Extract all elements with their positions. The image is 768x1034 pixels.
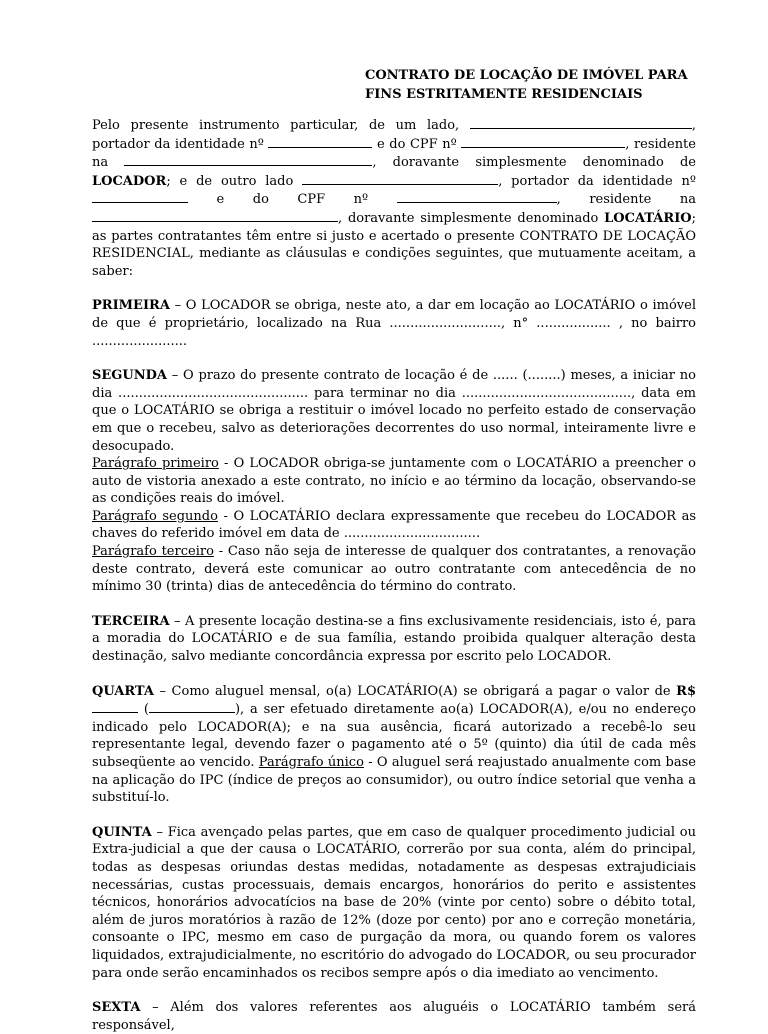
clause-text: - O LOCATÁRIO declara expressamente que recebeu do LOCADOR as chaves do referido imóvel em data de ................................. — [92, 508, 696, 542]
clause-heading: QUARTA — [92, 683, 154, 699]
blank-field — [397, 190, 557, 203]
blank-field — [92, 700, 138, 713]
paragraph-label: Parágrafo segundo — [92, 508, 218, 524]
clause-heading: PRIMEIRA — [92, 298, 170, 314]
blank-field — [302, 172, 498, 185]
blank-field — [470, 116, 692, 129]
clause-text: ), a ser efetuado diretamente ao(a) LOCADOR(A), e/ou no endereço indicado pelo LOCADOR(A); e na sua ausência, ficará autorizado a recebê-lo seu representante legal, devendo fazer o pagamento até o 5º (quinto) dia útil de cada mês subseqüente ao vencido. — [92, 702, 696, 770]
clause-heading: QUINTA — [92, 824, 152, 840]
preamble-text: ; as partes contratantes têm entre si justo e acertado o presente CONTRATO DE LOCAÇÃO RESIDENCIAL, mediante as cláusulas e condições seguintes, que mutuamente aceitam, a saber: — [92, 210, 696, 279]
contract-title — [365, 66, 696, 104]
preamble-text: , residente na — [556, 192, 697, 208]
clause-text: - Caso não seja de interesse de qualquer dos contratantes, a renovação deste contrato, deverá este comunicar ao outro contratante com antecedência de no mínimo 30 (trinta) dias de antecedência do término do contrato. — [92, 544, 697, 595]
clause-text: – O LOCADOR se obriga, neste ato, a dar em locação ao LOCATÁRIO o imóvel de que é proprietário, localizado na Rua ..........................., n° .................. , no bairro ....................... — [92, 298, 696, 349]
blank-field — [268, 135, 372, 148]
preamble-text: portador da identidade nº — [92, 136, 264, 152]
locador-label: LOCADOR — [92, 173, 167, 189]
blank-field — [149, 700, 235, 713]
currency-symbol: R$ — [676, 683, 696, 699]
preamble-text: e do CPF nº — [216, 192, 369, 208]
preamble-text: , doravante simplesmente denominado de — [372, 155, 696, 171]
clause-text: – O prazo do presente contrato de locação é de ...... (........) meses, a iniciar no dia .............................................. para terminar no dia ........................................., data em que o LOCATÁRIO se obriga a restituir o imóvel locado no perfeito estado de conservação em que o recebeu, salvo as deteriorações decorrentes do uso normal, inteiramente livre e desocupado. — [92, 368, 696, 454]
clause-sexta — [92, 999, 696, 1034]
preamble-paragraph: Pelo presente instrumento particular, de um lado, , portador da identidade nº e do CPF nº , residente na , doravante simplesmente denominado de LOCADOR; e de outro lado , portador da identidade nº e do CPF nº , residente na , doravante simplesmente denominado LOCATÁRIO; as partes contratantes têm entre si justo e acertado o presente CONTRATO DE LOCAÇÃO RESIDENCIAL, mediante as cláusulas e condições seguintes, que mutuamente aceitam, a saber: — [92, 118, 697, 279]
clause-text: – Além dos valores referentes aos aluguéis o LOCATÁRIO também será responsável, — [92, 1000, 696, 1033]
clause-terceira — [92, 613, 696, 666]
clause-text: – A presente locação destina-se a fins exclusivamente residenciais, isto é, para a moradia do LOCATÁRIO e de sua família, estando proibida qualquer alteração desta destinação, salvo mediante concordância expressa por escrito pelo LOCADOR. — [92, 613, 696, 665]
clause-text: - O aluguel será reajustado anualmente com base na aplicação do IPC (índice de preços ao consumidor), ou outro índice setorial que venha a substituí-lo. — [92, 755, 696, 806]
clause-quarta — [92, 683, 696, 807]
preamble-text: residente na — [92, 136, 696, 171]
locatario-label: LOCATÁRIO — [604, 210, 692, 226]
clause-heading: SEXTA — [92, 1000, 141, 1016]
clause-text: – Fica avençado pelas partes, que em caso de qualquer procedimento judicial ou Extra-judicial a que der causa o LOCATÁRIO, correrão por sua conta, além do principal, todas as despesas oriundas destas medidas, notadamente as despesas extrajudiciais necessárias, custas processuais, demais encargos, honorários do perito e assistentes técnicos, honorários advocatícios na base de 20% (vinte por cento) sobre o débito total, além de juros moratórios à razão de 12% (doze por cento) por ano e correção monetária, consoante o IPC, mesmo em caso de purgação da mora, ou quando forem os valores liquidados, extrajudicialmente, no escritório do advogado do LOCADOR, ou seu procurador para onde serão encaminhados os recibos sempre após o dia imediato ao vencimento. — [92, 824, 696, 981]
preamble-text: , doravante simplesmente denominado — [338, 210, 599, 226]
preamble-text: Pelo presente instrumento particular, de um lado, — [92, 118, 460, 133]
title-line-2: FINS ESTRITAMENTE RESIDENCIAIS — [365, 87, 643, 102]
paragraph-label: Parágrafo terceiro — [92, 544, 214, 560]
clause-segunda — [92, 367, 696, 596]
preamble-text: e do CPF nº — [377, 136, 457, 152]
clause-text: - O LOCADOR obriga-se juntamente com o LOCATÁRIO a preencher o auto de vistoria anexado a este contrato, no início e ao término da locação, observando-se as condições reais do imóvel. — [92, 456, 696, 507]
title-line-1: CONTRATO DE LOCAÇÃO DE IMÓVEL PARA — [365, 68, 688, 83]
clause-text: – Como aluguel mensal, o(a) LOCATÁRIO(A) se obrigará a pagar o valor de — [153, 683, 677, 699]
blank-field — [461, 135, 625, 148]
blank-field — [124, 153, 372, 166]
blank-field — [92, 190, 188, 203]
blank-field — [92, 209, 338, 222]
clause-text: ( — [138, 702, 149, 718]
clause-heading: SEGUNDA — [92, 368, 167, 384]
clause-quinta — [92, 824, 696, 982]
preamble-text: ; e de outro lado — [166, 173, 294, 189]
preamble-text: , portador da identidade nº — [498, 173, 696, 189]
clause-primeira — [92, 297, 696, 350]
paragraph-label: Parágrafo único — [258, 755, 364, 770]
paragraph-label: Parágrafo primeiro — [92, 456, 219, 472]
clause-heading: TERCEIRA — [92, 613, 170, 629]
